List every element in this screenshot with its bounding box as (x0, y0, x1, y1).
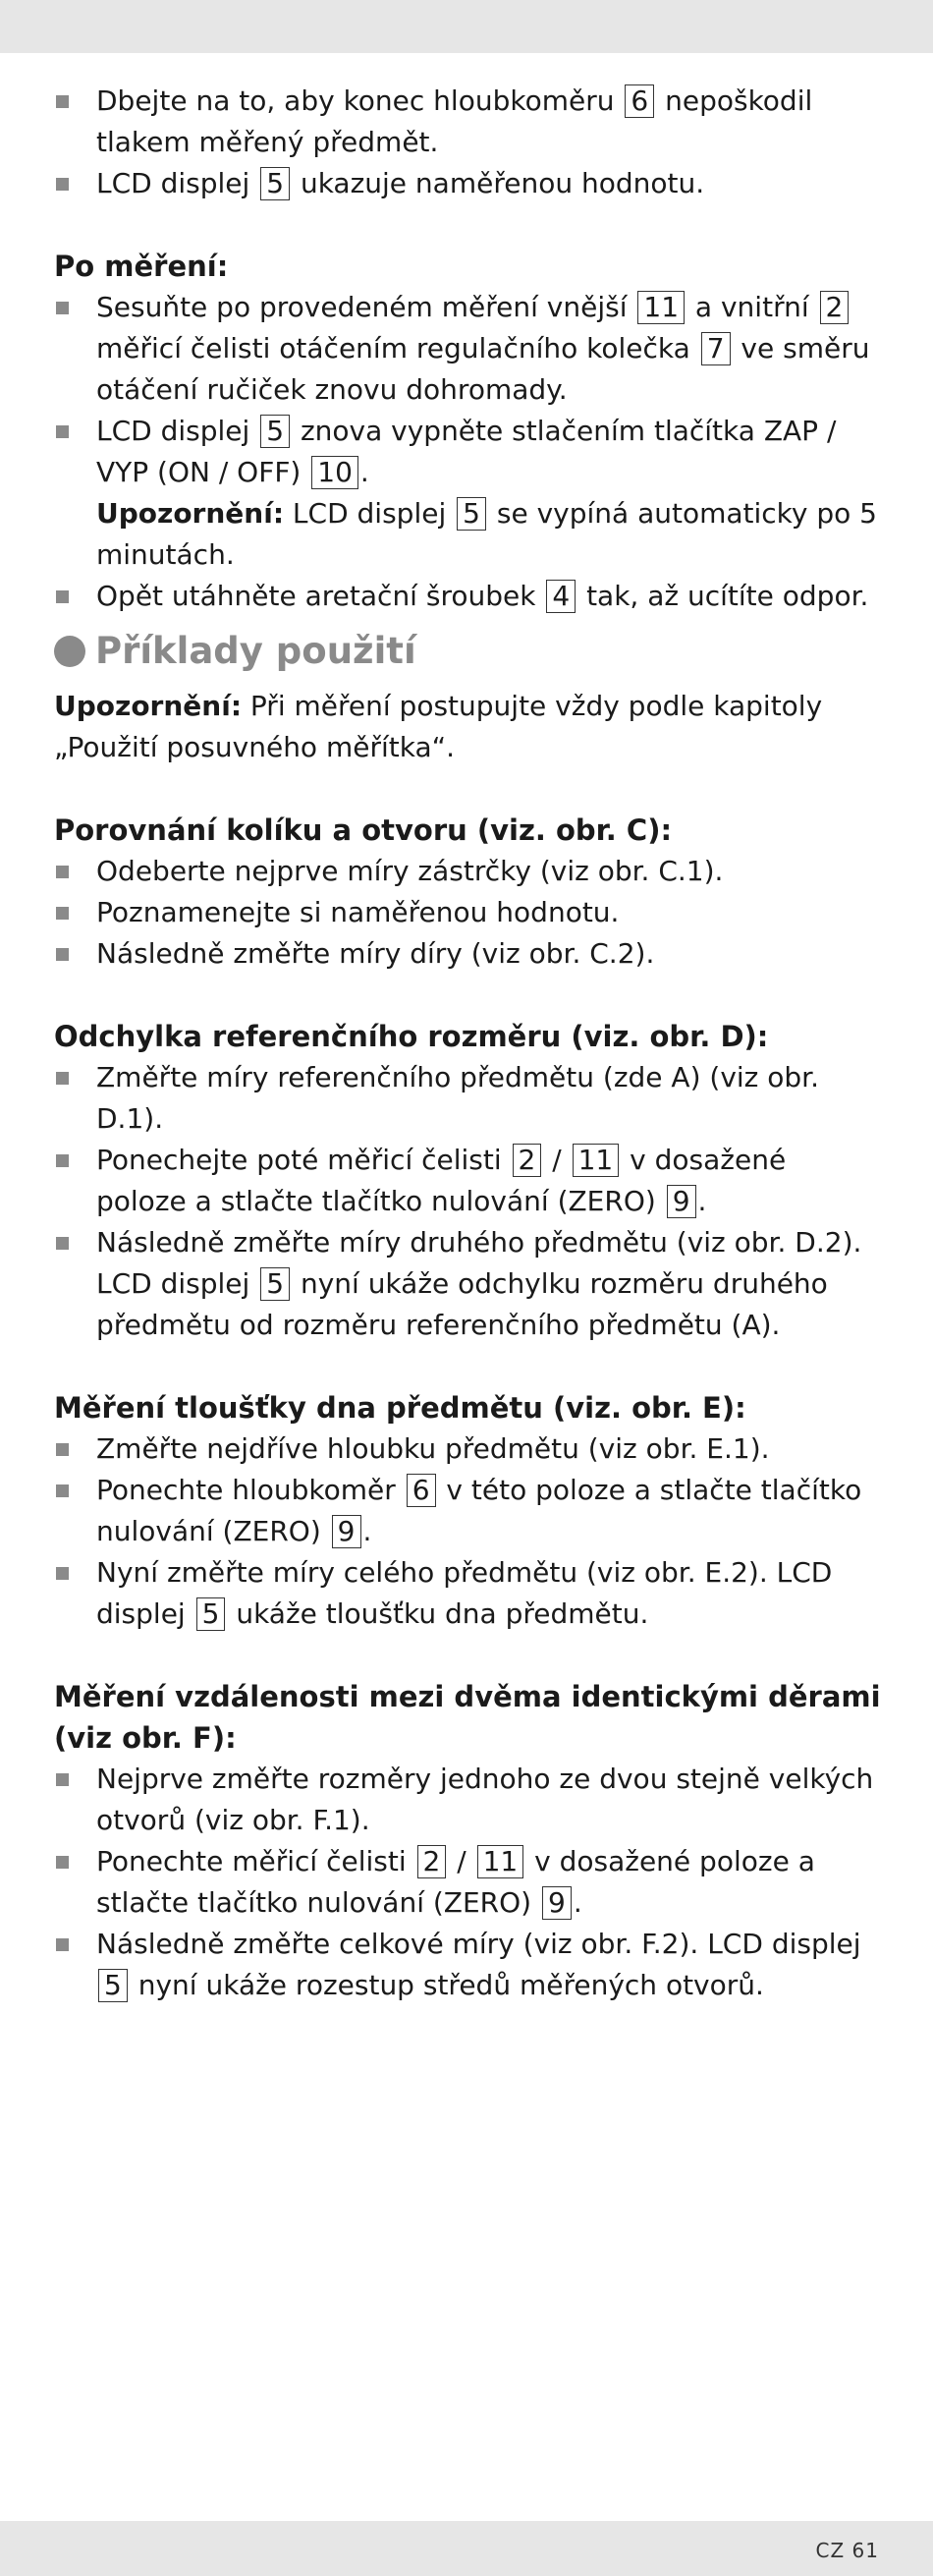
part-number: 5 (457, 497, 486, 531)
list-item: Následně změřte míry druhého předmětu (viz obr. D.2). LCD displej 5 nyní ukáže odchylku rozměru druhého předmětu od rozměru referenčního předmětu (A). (54, 1222, 884, 1346)
list-item: Opět utáhněte aretační šroubek 4 tak, až ucítíte odpor. (54, 576, 884, 617)
list-item: Změřte míry referenčního předmětu (zde A) (viz obr. D.1). (54, 1057, 884, 1140)
part-number: 9 (542, 1886, 572, 1920)
holes-list (54, 1759, 884, 2006)
part-number: 11 (477, 1845, 524, 1878)
section-heading: Po měření: (54, 250, 229, 283)
part-number: 2 (513, 1144, 542, 1177)
list-item: Nyní změřte míry celého předmětu (viz obr. E.2). LCD displej 5 ukáže tloušťku dna předmětu. (54, 1552, 884, 1635)
part-number: 2 (820, 291, 850, 324)
list-item: Ponechejte poté měřicí čelisti 2 / 11 v dosažené poloze a stlačte tlačítko nulování (ZERO) 9 . (54, 1140, 884, 1222)
list-item: Poznamenejte si naměřenou hodnotu. (54, 892, 884, 933)
footer-bar (0, 2521, 933, 2576)
part-number: 2 (417, 1845, 447, 1878)
section-heading: Odchylka referenčního rozměru (viz. obr. D): (54, 1020, 769, 1053)
bottom-list (54, 1428, 884, 1635)
part-number: 6 (407, 1474, 436, 1507)
list-item: Následně změřte míry díry (viz obr. C.2). (54, 933, 884, 975)
intro-list (54, 81, 884, 204)
part-number: 7 (701, 332, 731, 365)
page-number: CZ 61 (815, 2539, 879, 2562)
part-number: 6 (625, 84, 654, 118)
list-item: Ponechte měřicí čelisti 2 / 11 v dosažené poloze a stlačte tlačítko nulování (ZERO) 9 . (54, 1841, 884, 1924)
after-list (54, 287, 884, 617)
examples-note: Upozornění: Při měření postupujte vždy podle kapitoly „Použití posuvného měřítka“. (54, 690, 823, 763)
section-heading: Porovnání kolíku a otvoru (viz. obr. C): (54, 813, 673, 847)
pin-list (54, 851, 884, 975)
part-number: 4 (546, 580, 576, 613)
top-bar (0, 0, 933, 53)
part-number: 5 (260, 415, 290, 448)
list-item: Sesuňte po provedeném měření vnější 11 a vnitřní 2 měřicí čelisti otáčením regulačního kolečka 7 ve směru otáčení ručiček znovu dohromady. (54, 287, 884, 411)
list-item: Následně změřte celkové míry (viz obr. F.2). LCD displej 5 nyní ukáže rozestup středů měřených otvorů. (54, 1924, 884, 2006)
page-content (54, 81, 884, 2006)
section-heading: Měření vzdálenosti mezi dvěma identickými děrami (viz obr. F): (54, 1680, 881, 1755)
list-item: Ponechte hloubkoměr 6 v této poloze a stlačte tlačítko nulování (ZERO) 9 . (54, 1470, 884, 1552)
list-item: LCD displej 5 znova vypněte stlačením tlačítka ZAP / VYP (ON / OFF) 10 . Upozornění: LCD displej 5 se vypíná automaticky po 5 minutách. (54, 411, 884, 576)
part-number: 9 (667, 1185, 696, 1218)
list-item: LCD displej 5 ukazuje naměřenou hodnotu. (54, 163, 884, 204)
part-number: 5 (196, 1597, 226, 1631)
section-heading: Měření tloušťky dna předmětu (viz. obr. E): (54, 1391, 746, 1425)
list-item: Nejprve změřte rozměry jednoho ze dvou stejně velkých otvorů (viz obr. F.1). (54, 1759, 884, 1841)
list-item: Odeberte nejprve míry zástrčky (viz obr. C.1). (54, 851, 884, 892)
part-number: 5 (98, 1969, 128, 2002)
part-number: 11 (573, 1144, 620, 1177)
part-number: 11 (637, 291, 685, 324)
examples-title: Příklady použití (54, 627, 884, 676)
part-number: 5 (260, 1267, 290, 1301)
note-label: Upozornění: (96, 497, 285, 530)
part-number: 9 (332, 1515, 361, 1548)
part-number: 10 (311, 456, 358, 489)
list-item: Změřte nejdříve hloubku předmětu (viz obr. E.1). (54, 1428, 884, 1470)
section-bullet-icon (54, 636, 85, 667)
list-item: Dbejte na to, aby konec hloubkoměru 6 nepoškodil tlakem měřený předmět. (54, 81, 884, 163)
part-number: 5 (260, 167, 290, 200)
ref-list (54, 1057, 884, 1346)
note-label: Upozornění: (54, 690, 243, 722)
